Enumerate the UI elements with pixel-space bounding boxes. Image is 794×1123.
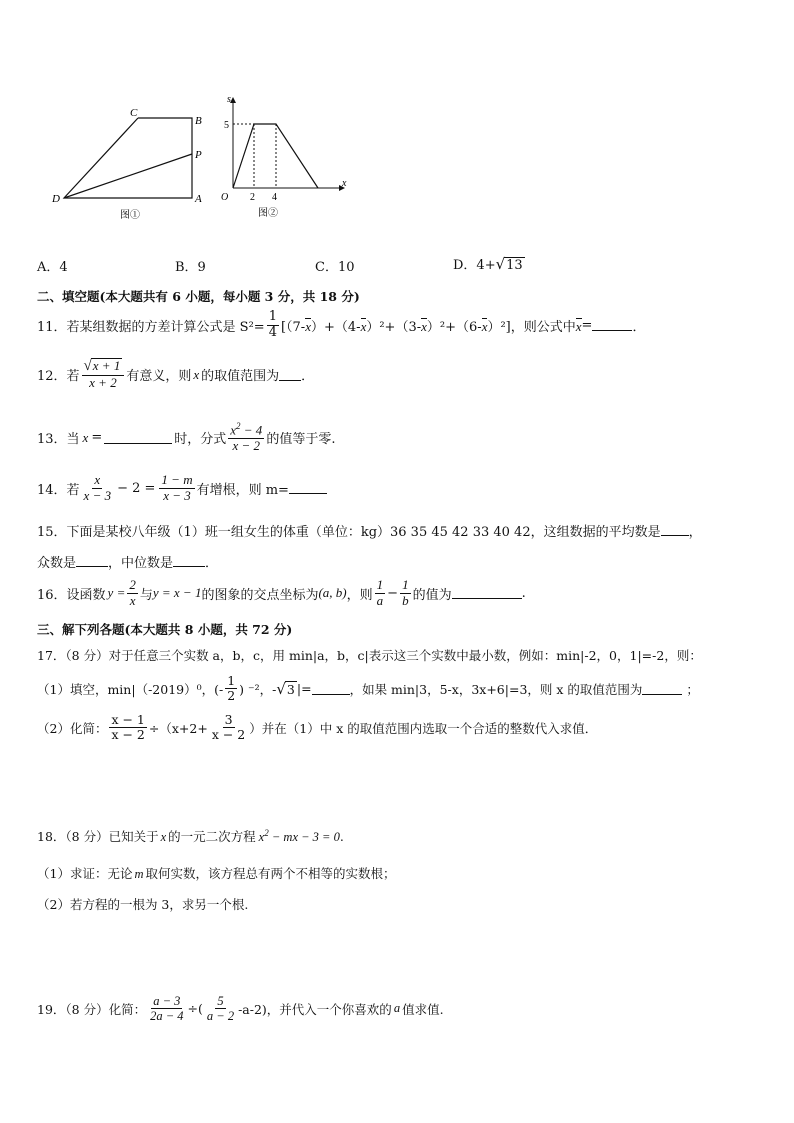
- q16-minus: −: [387, 585, 399, 601]
- q13-mid: 时，分式: [174, 432, 227, 448]
- label-c: C: [130, 107, 138, 119]
- q17-p2-a: （2）化简：: [37, 720, 108, 736]
- trapezoid-outline: [64, 118, 192, 198]
- q11-xbar-1: x: [305, 318, 311, 334]
- q11-xbar-3: x: [421, 318, 427, 334]
- caption-fig1: 图①: [120, 210, 140, 221]
- label-p: P: [195, 149, 202, 161]
- option-d-radicand: 13: [506, 258, 523, 273]
- q13-eq: =: [91, 430, 103, 446]
- q17-p1-radicand: 3: [286, 681, 295, 697]
- q18-stem-a: 18．（8 分）已知关于: [37, 829, 159, 844]
- q12-end: ．: [301, 369, 315, 385]
- q13-post: 的值等于零.: [266, 432, 336, 448]
- question-16: [37, 578, 526, 609]
- q19-f1-num: a − 3: [153, 994, 181, 1008]
- q14-fraction-1: [82, 473, 114, 504]
- q16-fraction: [127, 578, 138, 609]
- q11-body-d: ）²+（6-: [426, 319, 482, 335]
- q16-fraction-b: [400, 578, 411, 609]
- axis-s-label: s: [227, 94, 231, 105]
- label-b: B: [195, 115, 202, 127]
- question-18-stem: [37, 827, 344, 845]
- question-17-part-1: [37, 674, 699, 704]
- q16-pre: 16．设函数: [37, 587, 106, 603]
- q16-fb-num: 1: [402, 577, 409, 592]
- axis-x-label: x: [342, 178, 347, 189]
- q12-var: x: [193, 366, 200, 382]
- q14-f1-num: x: [94, 472, 101, 487]
- q14-f2-num: 1 − m: [161, 472, 193, 487]
- tick-2: 2: [250, 192, 255, 203]
- q18-eq-a: x: [258, 830, 265, 844]
- q18-var: x: [160, 830, 167, 844]
- q11-fraction: [267, 310, 279, 341]
- figure-2-graph: [214, 94, 354, 221]
- question-11: [37, 310, 645, 341]
- q16-point: (a, b): [318, 585, 347, 601]
- q17-p1-e: ；: [686, 681, 699, 697]
- q17-p1-b: ) ⁻²，-: [239, 681, 277, 697]
- q10-option-b: B．9: [175, 260, 206, 275]
- q17-p1-a: （1）填空，min|（-2019）⁰，(-: [37, 681, 224, 697]
- q13-frac-den: x − 2: [232, 438, 261, 454]
- q13-num-exp: 2: [236, 421, 241, 431]
- sqrt-icon: √: [276, 679, 286, 698]
- q14-f1-den: x − 3: [83, 487, 112, 503]
- q11-body-e: ）²]，则公式中: [487, 319, 576, 335]
- tick-4: 4: [272, 192, 277, 203]
- q13-fraction: [228, 421, 264, 454]
- q18-p1-b: 取何实数，该方程总有两个不相等的实数根；: [145, 866, 396, 881]
- q12-frac-num: [82, 358, 125, 376]
- q13-frac-num: [228, 421, 264, 439]
- question-15-line-1: [37, 521, 702, 540]
- q16-fa-num: 1: [376, 577, 384, 592]
- question-19: [37, 994, 444, 1024]
- q14-minus: − 2 =: [117, 480, 156, 496]
- q14-fraction-2: [159, 473, 194, 504]
- q17-p2-b: ÷（x+2+: [148, 720, 208, 736]
- q18-stem-b: 的一元二次方程: [168, 829, 256, 844]
- q17-p1-fden: 2: [227, 688, 236, 704]
- question-14: [37, 473, 327, 504]
- label-a: A: [195, 193, 202, 205]
- q10-option-d: [453, 254, 525, 273]
- q17-p2-fraction-1: [109, 713, 146, 743]
- q11-body-c: ）²+（3-: [366, 319, 422, 335]
- q12-pre: 12．若: [37, 369, 80, 385]
- origin-label: O: [221, 192, 229, 203]
- q14-pre: 14．若: [37, 482, 80, 498]
- q10-option-c: C．10: [315, 260, 355, 275]
- q13-pre: 13．当: [37, 432, 80, 448]
- section-2-title: 二、填空题(本大题共有 6 小题，每小题 3 分，共 18 分): [37, 289, 360, 304]
- q19-pre: 19．（8 分）化简：: [37, 1001, 147, 1017]
- q16-fa-den: a: [376, 592, 384, 608]
- q11-xbar-4: x: [481, 318, 488, 334]
- q13-num-base: x: [230, 422, 237, 438]
- q18-p1-m: m: [134, 867, 144, 881]
- caption-fig2: 图②: [258, 208, 278, 219]
- q17-p1-c: |=: [296, 681, 312, 697]
- q19-fraction-2: [205, 994, 236, 1024]
- q17-p2-f2den: x − 2: [211, 727, 246, 743]
- q17-range-blank: [642, 683, 682, 695]
- q18-eq-b: − mx − 3 = 0: [268, 830, 340, 844]
- q15-end: ．: [205, 556, 219, 571]
- question-17-stem: 17．（8 分）对于任意三个实数 a，b，c，用 min|a，b，c|表示这三个实数中最小数，例如：min|-2，0，1|=-2，则：: [37, 648, 702, 663]
- sqrt-icon: √: [83, 358, 92, 374]
- q19-fraction-1: [148, 994, 185, 1024]
- option-d-prefix: D．4+: [453, 258, 496, 273]
- q12-mid: 有意义，则: [126, 369, 192, 385]
- q19-post: 值求值.: [402, 1001, 444, 1017]
- q16-y2: y = x − 1: [152, 585, 202, 601]
- q13-var: x: [82, 429, 89, 445]
- question-18-part-1: [37, 864, 396, 882]
- q16-post: 的值为: [412, 587, 452, 603]
- q16-f-den: x: [129, 592, 136, 608]
- q14-f2-den: x − 3: [163, 487, 191, 503]
- q16-end: .: [521, 585, 526, 601]
- q18-eq-exp: 2: [264, 827, 269, 838]
- q11-answer-blank: [592, 319, 632, 331]
- q13-answer-blank: [104, 432, 172, 444]
- q19-f1-den: 2a − 4: [150, 1009, 184, 1024]
- q16-fraction-a: [375, 578, 386, 609]
- q17-p2-c: ）并在（1）中 x 的取值范围内选取一个合适的整数代入求值．: [249, 720, 598, 736]
- q11-frac-den: 4: [268, 324, 277, 340]
- q11-body-f: =: [581, 317, 593, 333]
- q15-median-label: ，中位数是: [108, 556, 174, 571]
- q11-body-a: [（7-: [280, 319, 306, 335]
- q17-p2-f1den: x − 2: [111, 727, 145, 743]
- q19-f2-den: a − 2: [206, 1009, 235, 1024]
- q16-mid: 与: [139, 587, 153, 603]
- q17-p2-fraction-2: [210, 713, 247, 743]
- section-3-title: 三、解下列各题(本大题共 8 小题，共 72 分): [37, 622, 293, 637]
- q12-frac-den: x + 2: [89, 375, 117, 391]
- q15-median-blank: [173, 555, 205, 567]
- q12-post: 的取值范围为: [201, 369, 280, 385]
- q11-end: ．: [632, 319, 646, 335]
- tick-5: 5: [224, 120, 229, 131]
- question-17-part-2: [37, 713, 597, 743]
- q15-mean-blank: [661, 524, 689, 536]
- q19-f2-num: 5: [217, 994, 224, 1008]
- label-d: D: [52, 193, 60, 205]
- q12-answer-blank: [279, 369, 301, 381]
- q17-p1-d: ，如果 min|3，5-x，3x+6|=3，则 x 的取值范围为: [349, 681, 643, 697]
- q15-line-1: 15．下面是某校八年级（1）班一组女生的体重（单位：kg）36 35 45 42 33 40 42，这组数据的平均数是: [37, 525, 661, 540]
- q11-xbar-5: x: [575, 318, 582, 334]
- q16-f-num: 2: [129, 577, 136, 592]
- q17-p1-fnum: 1: [227, 673, 236, 688]
- q19-var: a: [393, 1001, 401, 1016]
- q16-fb-den: b: [402, 592, 409, 608]
- q18-stem-end: .: [339, 829, 344, 844]
- q18-p1-a: （1）求证：无论: [37, 866, 133, 881]
- q11-pre: 11．若某组数据的方差计算公式是 S²=: [37, 319, 265, 335]
- q17-p2-f1num: x − 1: [111, 712, 145, 727]
- q15-mode-label: 众数是: [37, 556, 77, 571]
- q17-p2-f2num: 3: [224, 712, 233, 727]
- figure-1-trapezoid: [50, 106, 210, 221]
- q14-post: 有增根，则 m=: [196, 482, 289, 498]
- question-13: [37, 421, 335, 454]
- q10-option-a: A．4: [37, 260, 68, 275]
- q11-frac-num: 1: [268, 309, 277, 324]
- sqrt-icon: √: [495, 255, 506, 273]
- q16-mid2: 的图象的交点坐标为: [201, 587, 319, 603]
- q13-num-rest: − 4: [240, 422, 263, 438]
- q19-mid: -a-2)，并代入一个你喜欢的: [238, 1001, 392, 1017]
- question-15-line-2: [37, 552, 218, 571]
- q18-equation: [259, 828, 340, 845]
- q15-mode-blank: [76, 555, 108, 567]
- q15-line-1-end: ，: [688, 525, 702, 540]
- q11-body-b: ）+（4-: [311, 319, 361, 335]
- q17-p1-fraction: [225, 674, 237, 704]
- question-12: [37, 358, 314, 391]
- q19-div: ÷(: [187, 1001, 203, 1017]
- q11-xbar-2: x: [360, 318, 367, 334]
- question-18-part-2: （2）若方程的一根为 3，求另一个根.: [37, 897, 249, 912]
- segment-dp: [64, 154, 192, 198]
- q16-mid3: ，则: [346, 587, 373, 603]
- q12-radicand: x + 1: [92, 358, 121, 373]
- q16-y1: y =: [107, 585, 126, 601]
- q12-fraction: [82, 358, 125, 391]
- q17-min-blank: [312, 683, 350, 695]
- q14-answer-blank: [289, 482, 327, 494]
- q16-answer-blank: [452, 587, 522, 599]
